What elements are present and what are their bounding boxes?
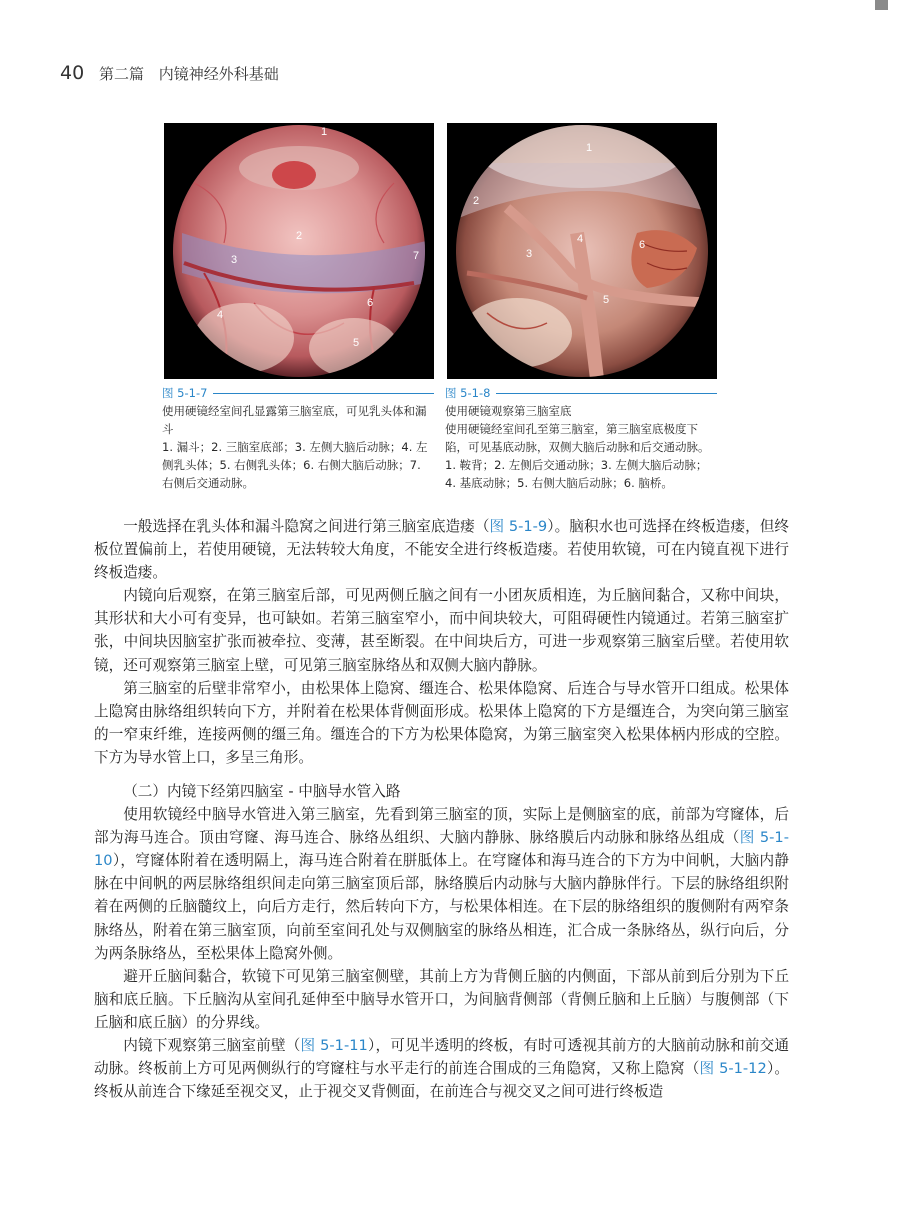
caption-body: 1. 漏斗；2. 三脑室底部；3. 左侧大脑后动脉；4. 左侧乳头体；5. 右侧乳头体；6. 右侧大脑后动脉；7. 右侧后交通动脉。: [162, 440, 428, 490]
body-text-upper: [94, 515, 789, 769]
figure-number: 图 5-1-8: [445, 386, 491, 400]
caption-body: 使用硬镜经室间孔至第三脑室，第三脑室底极度下陷，可见基底动脉，双侧大脑后动脉和后交通动脉。1. 鞍背；2. 左侧后交通动脉；3. 左侧大脑后动脉；4. 基底动脉；5. 右侧大脑后动脉；6. 脑桥。: [445, 422, 710, 490]
page-corner-mark: [875, 0, 888, 10]
figure-reference-link[interactable]: 图 5-1-11: [300, 1037, 368, 1055]
figure-label: 6: [367, 297, 374, 309]
page-number: 40: [60, 62, 85, 84]
paragraph: 第三脑室的后壁非常窄小，由松果体上隐窝、缰连合、松果体隐窝、后连合与导水管开口组成。松果体上隐窝由脉络组织转向下方，并附着在松果体背侧面形成。松果体上隐窝的下方是缰连合，为突向第三脑室的一窄束纤维，连接两侧的缰三角。缰连合的下方为松果体隐窝，为第三脑室突入松果体柄内形成的空腔。下方为导水管上口，多呈三角形。: [94, 679, 789, 766]
caption-rule: [213, 393, 434, 394]
figure-label: 2: [473, 195, 480, 207]
figure-label: 6: [639, 239, 646, 251]
figure-label: 2: [296, 230, 303, 242]
paragraph: 使用软镜经中脑导水管进入第三脑室，先看到第三脑室的顶，实际上是侧脑室的底，前部为穹窿体，后部为海马连合。顶由穹窿、海马连合、脉络丛组织、大脑内静脉、脉络膜后内动脉和脉络丛组成（图 5-1-10），穹窿体附着在透明隔上，海马连合附着在胼胝体上。在穹窿体和海马连合的下方为中间帆，大脑内静脉在中间帆的两层脉络组织间走向第三脑室顶后部，脉络膜后内动脉与大脑内静脉伴行。下层的脉络组织附着在两侧的丘脑髓纹上，向后方走行，然后转向下方，与松果体相连。在下层的脉络组织的腹侧附有两窄条脉络丛，附着在第三脑室顶，向前至室间孔处与双侧脑室的脉络丛相连，汇合成一条脉络丛，纵行向后，分为两条脉络丛，至松果体上隐窝外侧。: [94, 806, 789, 962]
paragraph: 内镜向后观察，在第三脑室后部，可见两侧丘脑之间有一小团灰质相连，为丘脑间黏合，又称中间块，其形状和大小可有变异，也可缺如。若第三脑室窄小，而中间块较大，可阻碍硬性内镜通过。若第三脑室扩张，中间块因脑室扩张而被牵拉、变薄，甚至断裂。在中间块后方，可进一步观察第三脑室后壁。若使用软镜，还可观察第三脑室上壁，可见第三脑室脉络丛和双侧大脑内静脉。: [94, 587, 789, 674]
caption-rule: [496, 393, 717, 394]
part-label: 第二篇: [98, 65, 144, 83]
paragraph: 一般选择在乳头体和漏斗隐窝之间进行第三脑室底造瘘（图 5-1-9）。脑积水也可选择在终板造瘘，但终板位置偏前上，若使用硬镜，无法转较大角度，不能安全进行终板造瘘。若使用软镜，可在内镜直视下进行终板造瘘。: [94, 518, 790, 582]
figure-reference-link[interactable]: 图 5-1-10: [94, 829, 789, 870]
figure-label: 3: [526, 248, 533, 260]
figure-label: 7: [413, 250, 420, 262]
figure-reference-link[interactable]: 图 5-1-12: [699, 1060, 767, 1078]
figure-5-1-7-caption: [162, 384, 434, 492]
figure-label: 5: [353, 337, 360, 349]
running-header: [60, 62, 279, 84]
figure-5-1-7-image: [164, 123, 434, 379]
figure-label: 3: [231, 254, 238, 266]
figure-5-1-8-caption: [445, 384, 717, 492]
figure-5-1-8-image: [447, 123, 717, 379]
figure-reference-link[interactable]: 图 5-1-9: [489, 518, 548, 535]
chapter-title: 内镜神经外科基础: [158, 65, 279, 83]
caption-title: 使用硬镜观察第三脑室底: [445, 404, 572, 418]
figure-label: 1: [321, 126, 328, 138]
figure-label: 5: [603, 294, 610, 306]
section-heading: （二）内镜下经第四脑室 - 中脑导水管入路: [123, 783, 401, 800]
paragraph: 避开丘脑间黏合，软镜下可见第三脑室侧壁，其前上方为背侧丘脑的内侧面，下部从前到后分别为下丘脑和底丘脑。下丘脑沟从室间孔延伸至中脑导水管开口，为间脑背侧部（背侧丘脑和上丘脑）与腹侧部（下丘脑和底丘脑）的分界线。: [94, 967, 789, 1031]
figure-label: 4: [577, 233, 584, 245]
body-text-lower: [94, 780, 789, 1103]
figure-label: 1: [586, 142, 593, 154]
caption-title: 使用硬镜经室间孔显露第三脑室底，可见乳头体和漏斗: [162, 404, 427, 436]
figure-number: 图 5-1-7: [162, 386, 208, 400]
figure-label: 4: [217, 309, 224, 321]
paragraph: 内镜下观察第三脑室前壁（图 5-1-11），可见半透明的终板，有时可透视其前方的大脑前动脉和前交通动脉。终板前上方可见两侧纵行的穹窿柱与水平走行的前连合围成的三角隐窝，又称上隐窝（图 5-1-12）。终板从前连合下缘延至视交叉，止于视交叉背侧面，在前连合与视交叉之间可进行终板造: [94, 1037, 790, 1101]
